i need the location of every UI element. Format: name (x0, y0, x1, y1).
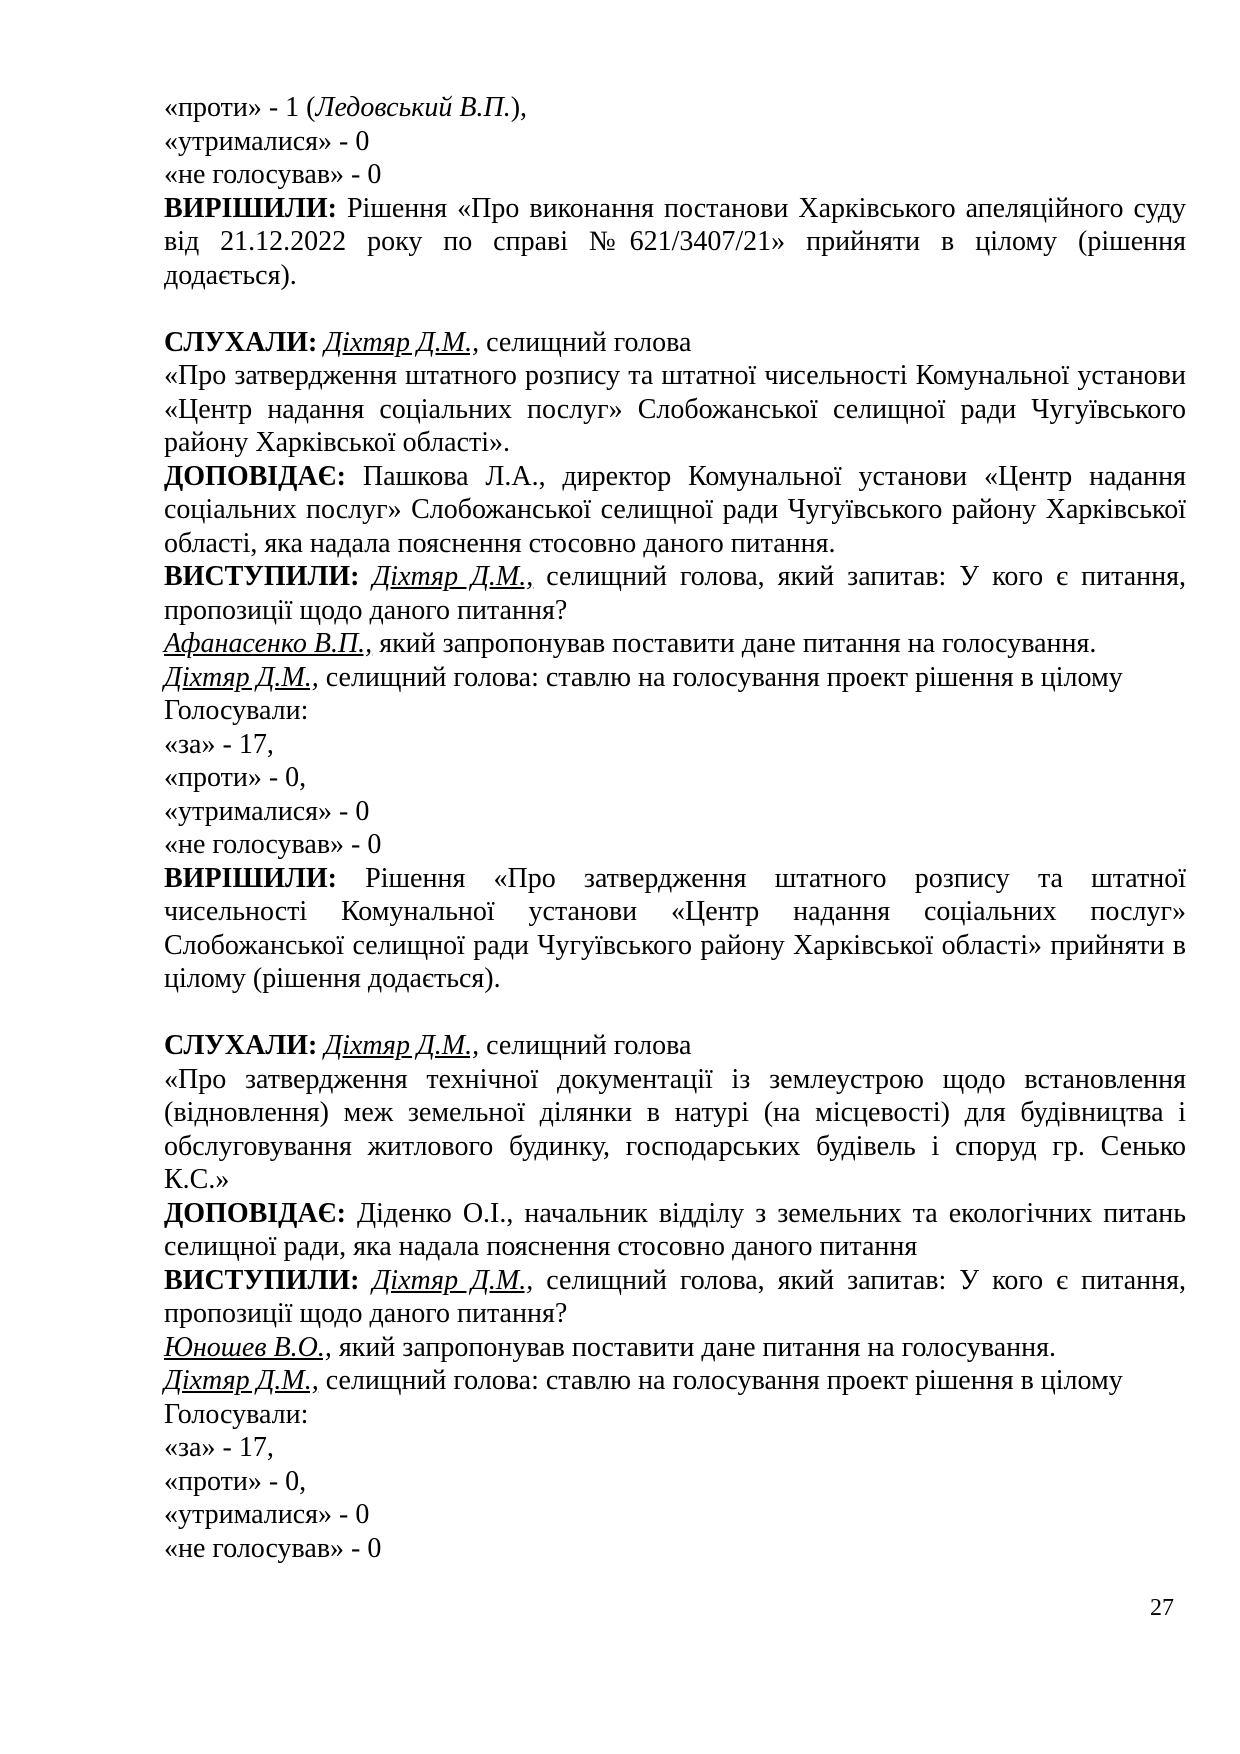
speaker-name: Діхтяр Д.М., (324, 1030, 480, 1061)
spoke-keyword: ВИСТУПИЛИ: (164, 561, 360, 592)
proposal-line: Юношев В.О., який запропонував поставити дане питання на голосування. (164, 1331, 1057, 1363)
spoke-paragraph: ВИСТУПИЛИ: Діхтяр Д.М., селищний голова, який запитав: У кого є питання, пропозиції щодо даного питання? (164, 1264, 1187, 1329)
heard-line: СЛУХАЛИ: Діхтяр Д.М., селищний голова (164, 1030, 692, 1061)
spacer (164, 292, 1186, 326)
reports-paragraph: ДОПОВІДАЄ: Діденко О.І., начальник відділу з земельних та екологічних питань селищної ради, яка надала пояснення стосовно даного питання (164, 1197, 1187, 1262)
decided-keyword: ВИРІШИЛИ: (164, 862, 337, 894)
vote-against-line: «проти» - 0, (164, 1465, 307, 1497)
vote-for-line: «за» - 17, (164, 728, 274, 760)
vote-against-line: «проти» - 0, (164, 762, 307, 793)
spoke-keyword: ВИСТУПИЛИ: (164, 1264, 360, 1296)
chair-name: Діхтяр Д.М., (164, 1365, 319, 1396)
page-number: 27 (1150, 1595, 1174, 1621)
vote-for-line: «за» - 17, (164, 1432, 274, 1463)
vote-not-voted-line: «не голосував» - 0 (164, 159, 382, 190)
agenda-topic: «Про затвердження технічної документації із землеустрою щодо встановлення (відновлення) меж земельної ділянки в натурі (на місцевості) для будівництва і обслуговування житлового будинку, господарських будівель і споруд гр. Сенько К.С.» (164, 1063, 1186, 1195)
proposer-name: Афанасенко В.П., (164, 628, 373, 659)
chair-line: Діхтяр Д.М., селищний голова: ставлю на голосування проект рішення в цілому (164, 661, 1123, 693)
vote-abstained-line: «утрималися» - 0 (164, 125, 370, 157)
page-content (164, 91, 1186, 1565)
vote-not-voted-line: «не голосував» - 0 (164, 1532, 382, 1564)
vote-not-voted-line: «не голосував» - 0 (164, 829, 382, 860)
decided-keyword: ВИРІШИЛИ: (164, 192, 337, 224)
voted-label: Голосували: (164, 695, 309, 726)
chair-line: Діхтяр Д.М., селищний голова: ставлю на голосування проект рішення в цілому (164, 1365, 1123, 1396)
reports-keyword: ДОПОВІДАЄ: (164, 460, 346, 492)
heard-keyword: СЛУХАЛИ: (164, 1030, 318, 1061)
speaker-name: Діхтяр Д.М., (324, 326, 480, 358)
speaker-name: Діхтяр Д.М., (372, 561, 534, 592)
decision-paragraph: ВИРІШИЛИ: Рішення «Про затвердження штатного розпису та штатної чисельності Комунальної установи «Центр надання соціальних послуг» Слобожанської селищної ради Чугуївського району Харківської області» прийняти в цілому (рішення додається). (164, 862, 1187, 994)
reports-paragraph: ДОПОВІДАЄ: Пашкова Л.А., директор Комунальної установи «Центр надання соціальних послуг» Слобожанської селищної ради Чугуївського району Харківської області, яка надала пояснення стосовно даного питання. (164, 460, 1186, 559)
vote-abstained-line: «утрималися» - 0 (164, 1499, 370, 1530)
proposer-name: Юношев В.О., (164, 1331, 332, 1363)
heard-keyword: СЛУХАЛИ: (164, 326, 318, 358)
speaker-name: Діхтяр Д.М., (372, 1264, 534, 1296)
spoke-paragraph: ВИСТУПИЛИ: Діхтяр Д.М., селищний голова, який запитав: У кого є питання, пропозиції щодо даного питання? (164, 561, 1187, 626)
agenda-topic: «Про затвердження штатного розпису та штатної чисельності Комунальної установи «Центр надання соціальних послуг» Слобожанської селищної ради Чугуївського району Харківської області». (164, 360, 1186, 458)
vote-against-line: «проти» - 1 (Ледовський В.П.), (164, 92, 528, 123)
chair-name: Діхтяр Д.М., (164, 661, 319, 693)
decision-paragraph: ВИРІШИЛИ: Рішення «Про виконання постанови Харківського апеляційного суду від 21.12.2022 року по справі №621/3407/21» прийняти в цілому (рішення додається). (164, 192, 1187, 291)
proposal-line: Афанасенко В.П., який запропонував поставити дане питання на голосування. (164, 628, 1097, 659)
vote-abstained-line: «утрималися» - 0 (164, 795, 370, 827)
heard-line: СЛУХАЛИ: Діхтяр Д.М., селищний голова (164, 326, 692, 358)
reports-keyword: ДОПОВІДАЄ: (164, 1197, 346, 1229)
spacer (164, 996, 1186, 1030)
voted-label: Голосували: (164, 1398, 309, 1430)
against-voter-name: Ледовський В.П. (315, 92, 511, 123)
